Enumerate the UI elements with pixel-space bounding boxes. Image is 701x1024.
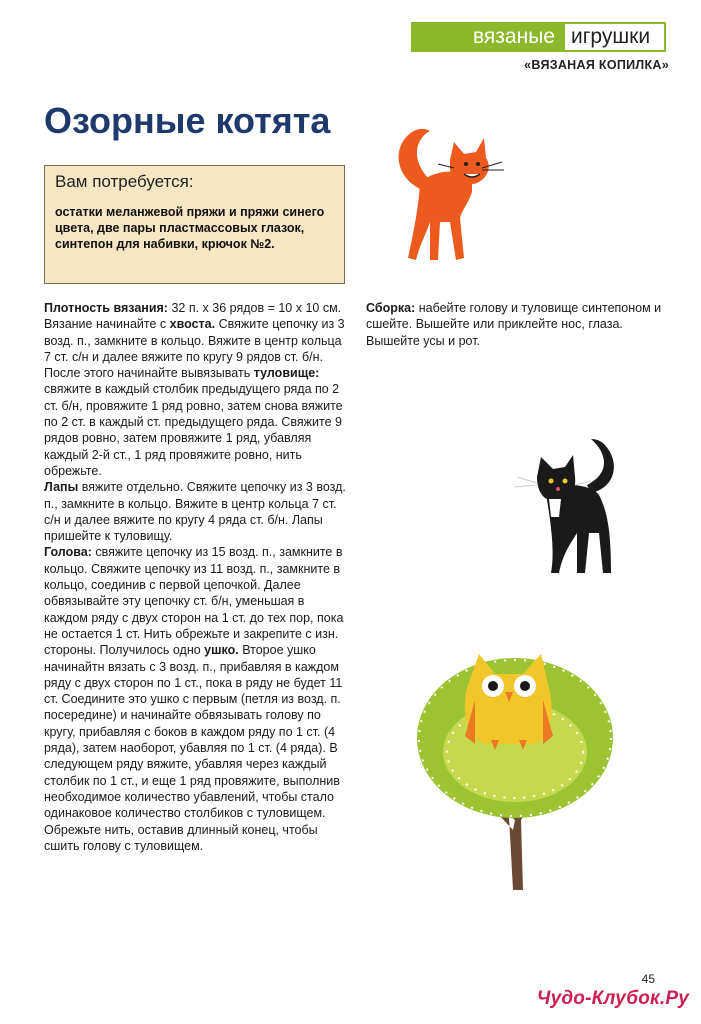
page-number: 45 bbox=[641, 972, 655, 986]
owl-tree-illustration bbox=[415, 640, 615, 890]
black-cat-illustration bbox=[515, 433, 635, 583]
tail-paragraph bbox=[44, 316, 346, 479]
orange-cat-illustration bbox=[390, 122, 510, 267]
instructions-left-column bbox=[44, 300, 346, 854]
header-section: игрушки bbox=[563, 22, 666, 52]
head-text-a: свяжите цепочку из 15 возд. п., замкните в кольцо. Свяжите цепочку из 11 возд. п., замкните в кольцо, соединив с первой цепочкой. Далее обвязывайте эту цепочку ст. б/н, уменьшая в каждом ряду с двух сторон на 1 ст. до тех пор, пока не остается 1 ст. Нить обрежьте и закрепите с изн. стороны. Получилось одно bbox=[44, 545, 344, 658]
torso-text: свяжите в каждый столбик предыдущего ряда по 2 ст. б/н, провяжите 1 ряд ровно, затем снова вяжите по 2 ст. в каждый ст. предыдущего ряда. Свяжите 9 рядов ровно, затем провяжите 1 ряд, убавляя каждый 2-й ст., 1 ряд провяжите ровно, нить обрежьте. bbox=[44, 382, 343, 478]
page-title: Озорные котята bbox=[44, 100, 331, 141]
section-header bbox=[411, 22, 666, 52]
density-paragraph bbox=[44, 300, 346, 316]
black-cat-tail bbox=[587, 439, 614, 493]
header-subtitle: «ВЯЗАНАЯ КОПИЛКА» bbox=[524, 58, 669, 72]
density-label: Плотность вязания: bbox=[44, 301, 168, 315]
paws-paragraph bbox=[44, 479, 346, 544]
materials-heading: Вам потребуется: bbox=[55, 172, 194, 191]
assembly-text: набейте голову и туловище синтепоном и сшейте. Вышейте или приклейте нос, глаза. Вышейте усы и рот. bbox=[366, 301, 662, 348]
black-cat-head bbox=[537, 455, 575, 501]
tail-text: Свяжите цепочку из 3 возд. п., замкните в кольцо. Вяжите в центр кольца 7 ст. с/н и далее вяжите по кругу 9 рядов ст. б/н. После этого начинайте вывязывать bbox=[44, 317, 345, 381]
materials-box bbox=[44, 165, 345, 284]
torso-label: туловище: bbox=[253, 366, 320, 381]
tail-intro: Вязание начинайте с bbox=[44, 317, 167, 332]
tail-label: хвоста. bbox=[169, 317, 216, 332]
head-text-b: Второе ушко начинайтн вязать с 3 возд. п., прибавляя в каждом ряду с двух сторон по 1 ст., пока в ряду не будет 11 ст. Соедините это ушко с первым (петля из возд. п. посередине) и начинайте обвязывать голову по кругу, прибавляя с боков в каждом ряду по 1 ст. (4 ряда), затем наоборот, убавляя по 1 ст. (4 ряда). В следующем ряду вяжите, убавляя через каждый столбик по 1 ст., и еще 1 ряд провяжите, выполнив необходимое количество убавлений, чтобы стало одинаковое количество столбиков с туловищем. Обрежьте нить, оставив длинный конец, чтобы сшить голову с туловищем. bbox=[44, 643, 343, 853]
assembly-label: Сборка: bbox=[366, 301, 416, 315]
ear-label: ушко. bbox=[204, 643, 239, 658]
materials-text: остатки меланжевой пряжи и пряжи синего цвета, две пары пластмассовых глазок, синтепон для набивки, крючок №2. bbox=[55, 205, 325, 251]
watermark: Чудо-Клубок.Ру bbox=[536, 988, 689, 1009]
head-paragraph bbox=[44, 544, 346, 854]
instructions-right-column bbox=[366, 300, 666, 349]
paws-label: Лапы bbox=[44, 480, 79, 495]
head-label: Голова: bbox=[44, 545, 92, 560]
assembly-paragraph bbox=[366, 300, 666, 349]
header-category: вязаные bbox=[411, 22, 563, 52]
paws-text: вяжите отдельно. Свяжите цепочку из 3 возд. п., замкните в кольцо. Вяжите в центр кольца 7 ст. с/н и далее вяжите по кругу 4 ряда ст. б/н. Лапы пришейте к туловищу. bbox=[44, 480, 346, 544]
density-text: 32 п. х 36 рядов = 10 х 10 см. bbox=[171, 301, 342, 315]
